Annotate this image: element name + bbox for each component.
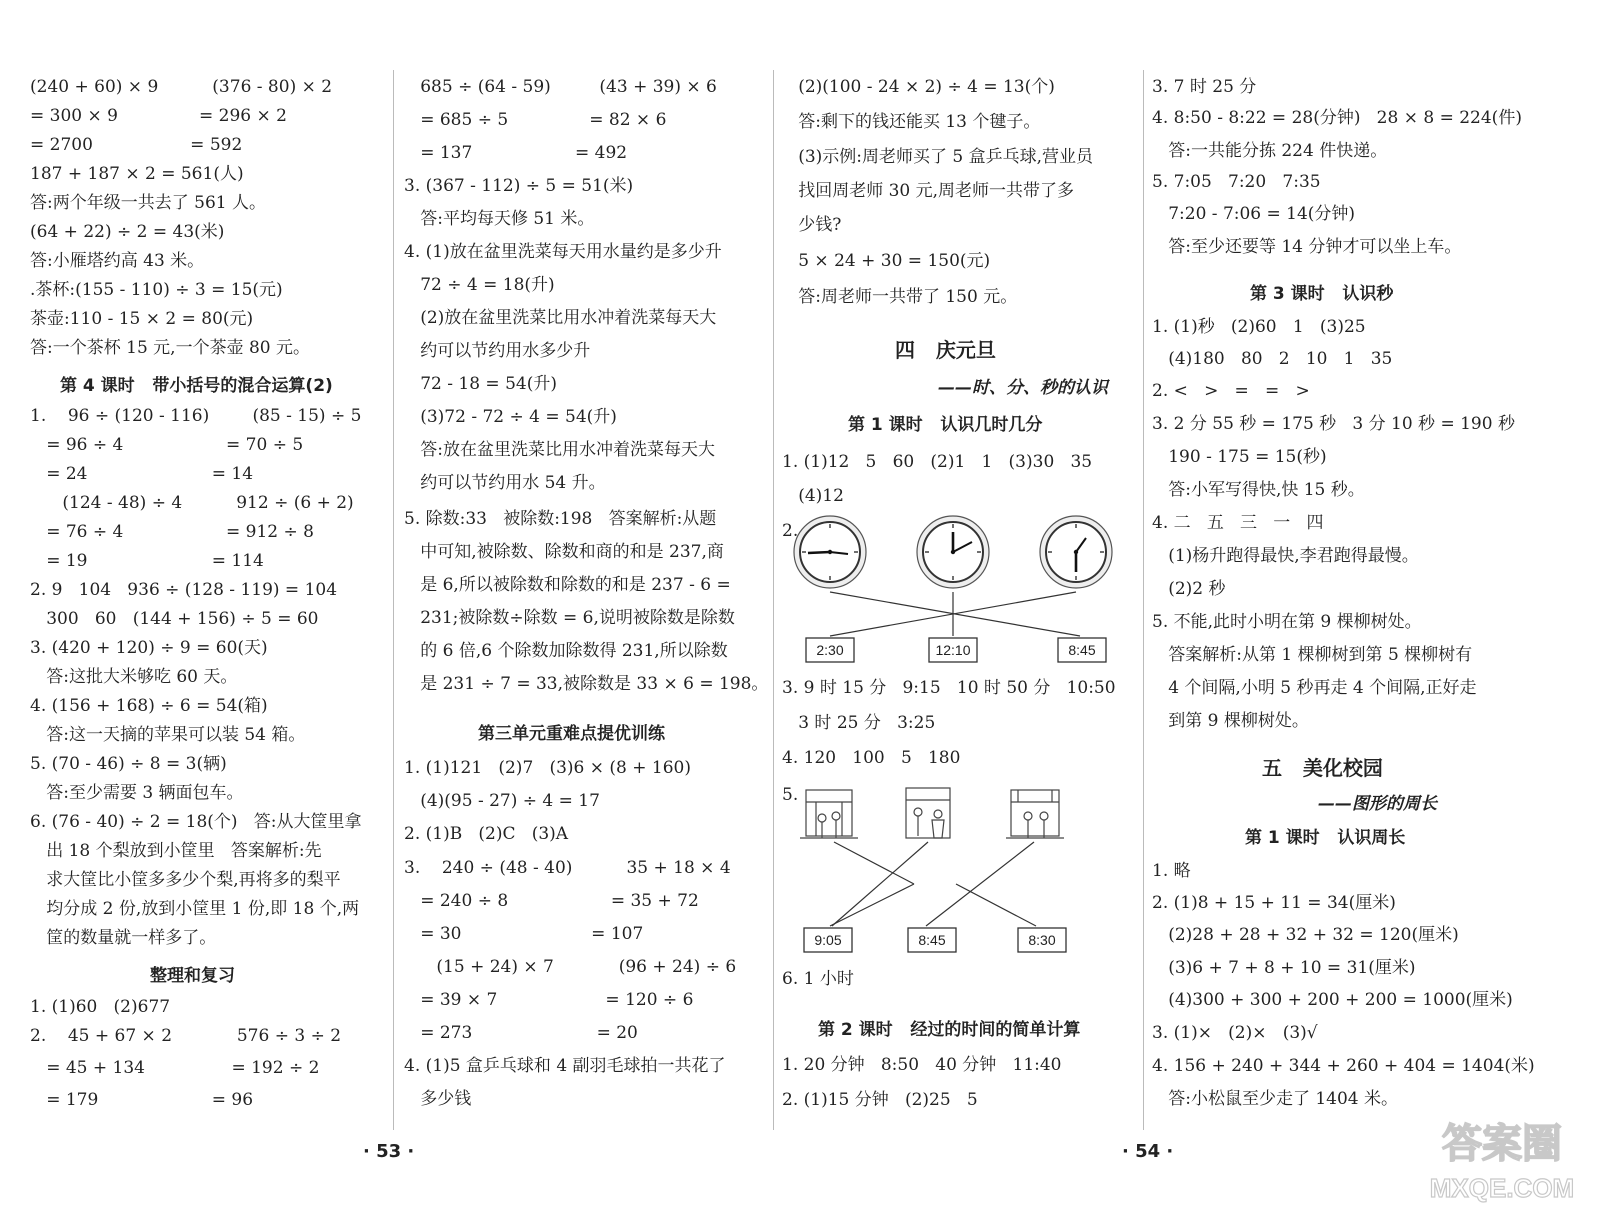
time-label: 9:05 [814,932,842,948]
text-line: (4)300 + 300 + 200 + 200 = 1000(厘米) [1152,990,1513,1010]
text-line: 答:小军写得快,快 15 秒。 [1152,480,1365,500]
text-line: 5. 除数:33 被除数:198 答案解析:从题 [404,509,717,529]
clock-matching-figure [790,512,1130,672]
text-line: 3. (420 + 120) ÷ 9 = 60(天) [30,638,268,658]
text-line: (2)2 秒 [1152,579,1226,599]
text-line: 答:放在盆里洗菜比用水冲着洗菜每天大 [404,440,715,460]
text-line: (1)杨升跑得最快,李君跑得最慢。 [1152,546,1419,566]
text-line: = 76 ÷ 4 = 912 ÷ 8 [30,522,314,542]
text-line: (64 + 22) ÷ 2 = 43(米) [30,222,225,242]
text-line: 5. (70 - 46) ÷ 8 = 3(辆) [30,754,227,774]
text-line: 6. 1 小时 [782,969,854,989]
svg-text:答案圈: 答案圈 [1442,1121,1562,1167]
text-line: (3)6 + 7 + 8 + 10 = 31(厘米) [1152,958,1416,978]
text-line: 5. [782,785,799,805]
section-heading: 第 2 课时 经过的时间的简单计算 [818,1020,1081,1040]
text-line: 5 × 24 + 30 = 150(元) [782,251,991,271]
text-line: 答:小松鼠至少走了 1404 米。 [1152,1089,1399,1109]
text-line: 5. 7:05 7:20 7:35 [1152,172,1321,192]
text-line: 答:这批大米够吃 60 天。 [30,667,238,687]
text-line: 多少钱 [404,1089,472,1109]
text-line: (3)72 - 72 ÷ 4 = 54(升) [404,407,617,427]
text-line: 4 个间隔,小明 5 秒再走 4 个间隔,正好走 [1152,678,1477,698]
text-line: 2. (1)8 + 15 + 11 = 34(厘米) [1152,893,1396,913]
unit-subtitle: ——时、分、秒的认识 [938,378,1108,398]
text-line: 2. < > = = > [1152,381,1310,401]
text-line: 1. 20 分钟 8:50 40 分钟 11:40 [782,1055,1062,1075]
text-line: 筐的数量就一样多了。 [30,928,217,948]
text-line: 300 60 (144 + 156) ÷ 5 = 60 [30,609,319,629]
section-heading: 第三单元重难点提优训练 [478,724,665,744]
text-line: 是 6,所以被除数和除数的和是 237 - 6 = [404,575,731,595]
text-line: 4. 156 + 240 + 344 + 260 + 404 = 1404(米) [1152,1056,1535,1076]
matching-lines [830,592,1080,636]
text-line: 190 - 175 = 15(秒) [1152,447,1327,467]
text-line: 231;被除数÷除数 = 6,说明被除数是除数 [404,608,735,628]
text-line: = 19 = 114 [30,551,264,571]
text-line: (2)(100 - 24 × 2) ÷ 4 = 13(个) [782,77,1055,97]
section-heading: 第 1 课时 认识几时几分 [848,415,1043,435]
text-line: (240 + 60) × 9 (376 - 80) × 2 [30,77,333,97]
time-label: 12:10 [935,642,971,658]
text-line: 是 231 ÷ 7 = 33,被除数是 33 × 6 = 198。 [404,674,769,694]
text-line: 2. (1)15 分钟 (2)25 5 [782,1090,978,1110]
text-line: 答:周老师一共带了 150 元。 [782,287,1018,307]
page-number: · 54 · [1122,1141,1174,1162]
text-line: 2. [782,521,799,541]
text-line: 2. (1)B (2)C (3)A [404,824,569,844]
text-line: = 24 = 14 [30,464,254,484]
text-line: 5. 不能,此时小明在第 9 棵柳树处。 [1152,612,1422,632]
text-line: 中可知,被除数、除数和商的和是 237,商 [404,542,724,562]
text-line: 约可以节约用水 54 升。 [404,473,606,493]
text-line: 7:20 - 7:06 = 14(分钟) [1152,204,1356,224]
text-line: 4. 8:50 - 8:22 = 28(分钟) 28 × 8 = 224(件) [1152,108,1522,128]
time-label: 8:45 [1068,642,1096,658]
text-line: 的 6 倍,6 个除数加除数得 231,所以除数 [404,641,728,661]
text-line: = 39 × 7 = 120 ÷ 6 [404,990,694,1010]
text-line: 答案解析:从第 1 棵柳树到第 5 棵柳树有 [1152,645,1473,665]
section-heading: 第 4 课时 带小括号的混合运算(2) [60,376,333,396]
clock-icon [1040,516,1112,588]
text-line: (2)放在盆里洗菜比用水冲着洗菜每天大 [404,308,717,328]
column-divider [393,70,394,1130]
text-line: 4. (1)5 盒乒乓球和 4 副羽毛球拍一共花了 [404,1056,726,1076]
time-label: 8:45 [918,932,946,948]
text-line: 6. (76 - 40) ÷ 2 = 18(个) 答:从大筐里拿 [30,812,362,832]
column-divider [1143,70,1144,1130]
text-line: = 137 = 492 [404,143,628,163]
page-number: · 53 · [363,1141,415,1162]
text-line: (15 + 24) × 7 (96 + 24) ÷ 6 [404,957,737,977]
text-line: 3. 9 时 15 分 9:15 10 时 50 分 10:50 [782,678,1116,698]
scene-illustration-icon [1006,790,1064,838]
text-line: = 685 ÷ 5 = 82 × 6 [404,110,667,130]
text-line: 1. (1)121 (2)7 (3)6 × (8 + 160) [404,758,691,778]
unit-title: 四 庆元旦 [895,338,996,362]
text-line: 3. 240 ÷ (48 - 40) 35 + 18 × 4 [404,858,731,878]
text-line: = 300 × 9 = 296 × 2 [30,106,287,126]
text-line: 4. 二 五 三 一 四 [1152,513,1324,533]
text-line: (124 - 48) ÷ 4 912 ÷ (6 + 2) [30,493,354,513]
text-line: 4. (1)放在盆里洗菜每天用水量约是多少升 [404,242,722,262]
text-line: (4)(95 - 27) ÷ 4 = 17 [404,791,600,811]
text-line: 找回周老师 30 元,周老师一共带了多 [782,181,1075,201]
text-line: = 30 = 107 [404,924,644,944]
text-line: 1. (1)60 (2)677 [30,997,171,1017]
scene-illustration-icon [800,790,858,838]
text-line: 3 时 25 分 3:25 [782,713,936,733]
watermark-logo [1416,1109,1588,1209]
text-line: .茶杯:(155 - 110) ÷ 3 = 15(元) [30,280,283,300]
text-line: 答:两个年级一共去了 561 人。 [30,193,266,213]
text-line: 少钱? [782,215,842,235]
text-line: 答:这一天摘的苹果可以装 54 箱。 [30,725,306,745]
clock-icon [917,516,989,588]
text-line: 1. 略 [1152,861,1191,881]
section-heading: 第 3 课时 认识秒 [1250,284,1394,304]
text-line: = 96 ÷ 4 = 70 ÷ 5 [30,435,304,455]
scene-illustration-icon [906,788,950,838]
text-line: (2)28 + 28 + 32 + 32 = 120(厘米) [1152,925,1459,945]
text-line: 72 - 18 = 54(升) [404,374,557,394]
svg-text:MXQE.COM: MXQE.COM [1429,1173,1575,1203]
text-line: 均分成 2 份,放到小筐里 1 份,即 18 个,两 [30,899,360,919]
text-line: 2. 45 + 67 × 2 576 ÷ 3 ÷ 2 [30,1026,342,1046]
text-line: 4. (156 + 168) ÷ 6 = 54(箱) [30,696,268,716]
text-line: 1. 96 ÷ (120 - 116) (85 - 15) ÷ 5 [30,406,362,426]
text-line: 答:一个茶杯 15 元,一个茶壶 80 元。 [30,338,311,358]
text-line: 出 18 个梨放到小筐里 答案解析:先 [30,841,322,861]
text-line: = 273 = 20 [404,1023,638,1043]
text-line: = 179 = 96 [30,1090,254,1110]
unit-subtitle: ——图形的周长 [1318,794,1437,814]
text-line: = 2700 = 592 [30,135,243,155]
text-line: 答:小雁塔约高 43 米。 [30,251,205,271]
text-line: 1. (1)12 5 60 (2)1 1 (3)30 35 [782,452,1093,472]
text-line: 1. (1)秒 (2)60 1 (3)25 [1152,317,1366,337]
column-divider [773,70,774,1130]
text-line: 187 + 187 × 2 = 561(人) [30,164,244,184]
text-line: 约可以节约用水多少升 [404,341,591,361]
text-line: 答:至少需要 3 辆面包车。 [30,783,244,803]
text-line: 2. 9 104 936 ÷ (128 - 119) = 104 [30,580,338,600]
text-line: (4)12 [782,486,844,506]
unit-title: 五 美化校园 [1262,756,1383,780]
section-heading: 整理和复习 [150,966,235,986]
text-line: 3. 2 分 55 秒 = 175 秒 3 分 10 秒 = 190 秒 [1152,414,1515,434]
text-line: 到第 9 棵柳树处。 [1152,711,1309,731]
text-line: (4)180 80 2 10 1 35 [1152,349,1393,369]
section-heading: 第 1 课时 认识周长 [1245,828,1406,848]
text-line: 答:平均每天修 51 米。 [404,209,595,229]
text-line: 72 ÷ 4 = 18(升) [404,275,555,295]
text-line: = 45 + 134 = 192 ÷ 2 [30,1058,320,1078]
text-line: 4. 120 100 5 180 [782,748,961,768]
text-line: 3. (367 - 112) ÷ 5 = 51(米) [404,176,634,196]
matching-lines [830,842,1036,926]
text-line: (3)示例:周老师买了 5 盒乒乓球,营业员 [782,147,1094,167]
text-line: 3. (1)× (2)× (3)√ [1152,1023,1318,1043]
text-line: 茶壶:110 - 15 × 2 = 80(元) [30,309,254,329]
text-line: = 240 ÷ 8 = 35 + 72 [404,891,699,911]
text-line: 答:一共能分拣 224 件快递。 [1152,141,1388,161]
text-line: 685 ÷ (64 - 59) (43 + 39) × 6 [404,77,717,97]
text-line: 3. 7 时 25 分 [1152,77,1257,97]
text-line: 答:至少还要等 14 分钟才可以坐上车。 [1152,237,1462,257]
time-label: 2:30 [816,642,844,658]
time-label: 8:30 [1028,932,1056,948]
scene-matching-figure [796,780,1096,955]
text-line: 答:剩下的钱还能买 13 个毽子。 [782,112,1041,132]
text-line: 求大筐比小筐多多少个梨,再将多的梨平 [30,870,341,890]
clock-icon [794,516,866,588]
